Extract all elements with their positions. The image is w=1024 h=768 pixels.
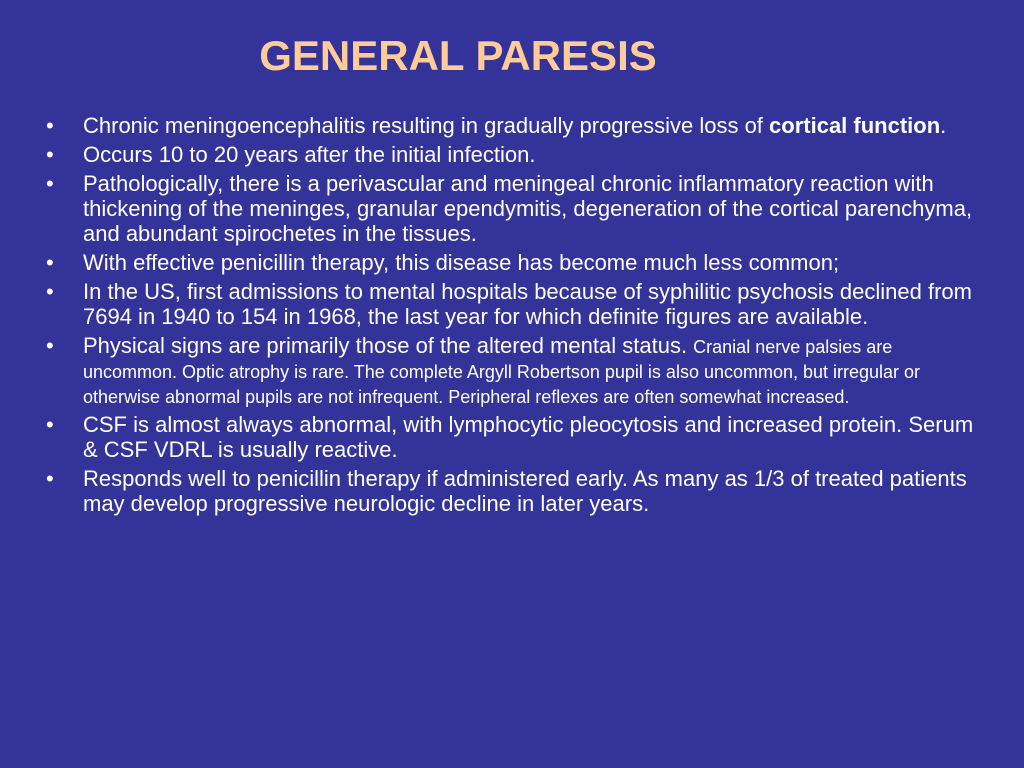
bullet-item (46, 412, 986, 462)
bullet-text: Responds well to penicillin therapy if administered early. As many as 1/3 of treated patients may develop progressive neurologic decline in later years. (83, 466, 967, 516)
slide-title: GENERAL PARESIS (259, 32, 657, 79)
bullet-bold-text: cortical function (769, 113, 941, 138)
bullet-dot: • (46, 333, 54, 358)
bullet-dot: • (46, 466, 54, 491)
bullet-text: In the US, first admissions to mental hospitals because of syphilitic psychosis declined from 7694 in 1940 to 154 in 1968, the last year for which definite figures are available. (83, 279, 972, 329)
bullet-dot: • (46, 412, 54, 437)
bullet-text: CSF is almost always abnormal, with lymphocytic pleocytosis and increased protein. Serum & CSF VDRL is usually reactive. (83, 412, 974, 462)
bullet-item (46, 142, 986, 167)
bullet-item (46, 113, 986, 138)
bullet-text: Pathologically, there is a perivascular and meningeal chronic inflammatory reaction with thickening of the meninges, granular ependymitis, degeneration of the cortical parenchyma, and abundant spirochetes in the tissues. (83, 171, 973, 246)
bullet-text: Chronic meningoencephalitis resulting in gradually progressive loss of (83, 113, 770, 138)
bullet-item (46, 466, 986, 516)
bullet-list (46, 113, 986, 520)
bullet-dot: • (46, 279, 54, 304)
bullet-dot: • (46, 250, 54, 275)
bullet-small-text: Cranial nerve palsies are uncommon. Optic atrophy is rare. The complete Argyll Robertson pupil is also uncommon, but irregular or otherwise abnormal pupils are not infrequent. Peripheral reflexes are often somewhat increased. (83, 337, 921, 407)
bullet-item (46, 171, 986, 246)
bullet-item (46, 250, 986, 275)
bullet-text: With effective penicillin therapy, this disease has become much less common; (83, 250, 840, 275)
bullet-item (46, 279, 986, 329)
bullet-dot: • (46, 171, 54, 196)
bullet-text: Occurs 10 to 20 years after the initial infection. (83, 142, 536, 167)
bullet-item (46, 333, 986, 408)
bullet-dot: • (46, 113, 54, 138)
bullet-text: Physical signs are primarily those of the altered mental status. (83, 333, 694, 358)
bullet-suffix: . (940, 113, 947, 138)
bullet-dot: • (46, 142, 54, 167)
